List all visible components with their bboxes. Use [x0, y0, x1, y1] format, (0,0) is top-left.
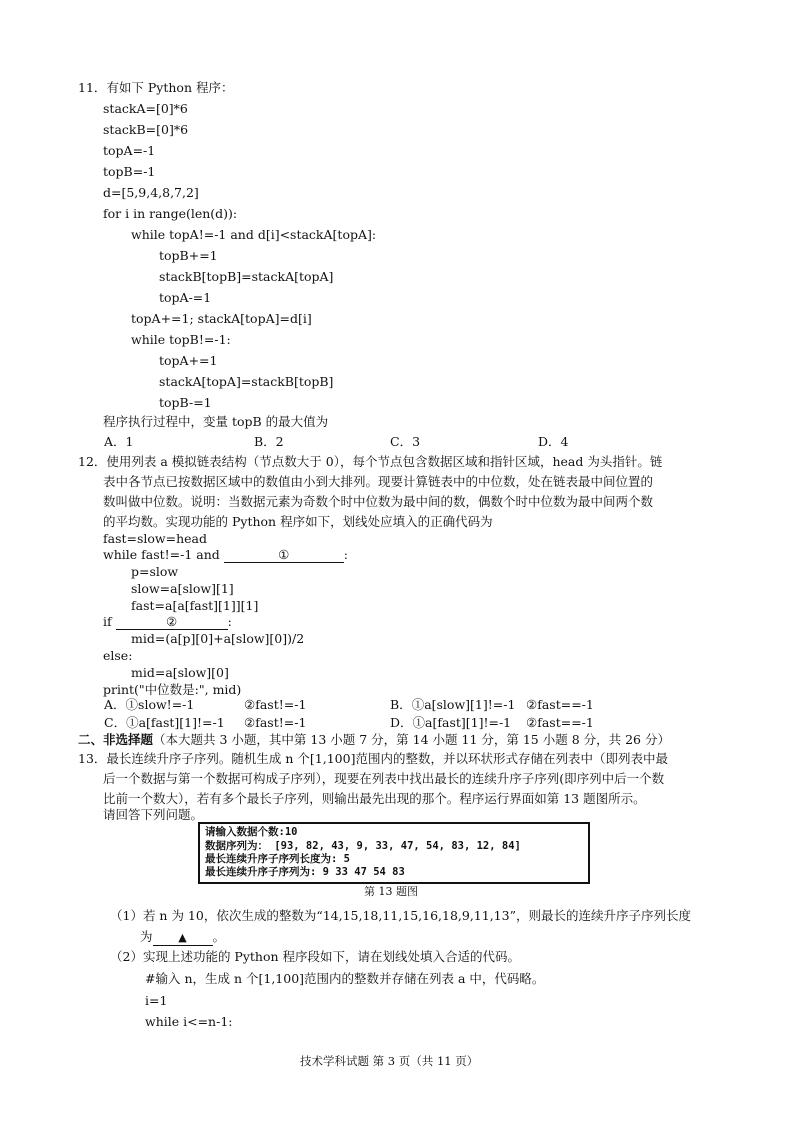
- q13-code-line: #输入 n，生成 n 个[1,100]范围内的整数并存储在列表 a 中，代码略。: [145, 971, 545, 986]
- q11-code-line: topB+=1: [159, 248, 218, 263]
- q11-option-c: C．3: [390, 434, 421, 449]
- q12-code-line: p=slow: [131, 564, 179, 579]
- section-heading: [78, 731, 670, 749]
- option-part: ①a[slow][1]!=-1: [411, 697, 516, 712]
- q12-code-text: :: [227, 614, 232, 629]
- q12-option-b: [390, 696, 515, 714]
- console-line: 请输入数据个数:10: [205, 826, 298, 838]
- q11-code-line: for i in range(len(d)):: [103, 206, 238, 221]
- q13-code-line: while i<=n-1:: [145, 1014, 233, 1029]
- q13-sub1-answer: [140, 928, 225, 946]
- q12-code-line: slow=a[slow][1]: [131, 581, 234, 596]
- q12-option-d-part2: ②fast==-1: [526, 715, 594, 730]
- console-line: 数据序列为： [93, 82, 43, 9, 33, 47, 54, 83, 12, 84]: [205, 840, 521, 852]
- q11-code-line: stackA[topA]=stackB[topB]: [159, 374, 334, 389]
- q12-code-line: fast=a[a[fast][1]][1]: [131, 598, 259, 613]
- q13-sub2: （2）实现上述功能的 Python 程序段如下，请在划线处填入合适的代码。: [110, 949, 521, 964]
- q11-option-a: A．1: [104, 434, 134, 449]
- option-label: B．: [390, 697, 412, 712]
- q12-code-line: mid=(a[p][0]+a[slow][0])/2: [131, 631, 305, 646]
- q11-code-line: topA-=1: [159, 290, 212, 305]
- section-title: 二、非选择题: [78, 732, 154, 747]
- q11-option-d: D．4: [538, 434, 569, 449]
- q12-text-line: 12．使用列表 a 模拟链表结构（节点数大于 0），每个节点包含数据区域和指针区域，head 为头指针。链: [78, 454, 663, 469]
- q11-code-line: topB=-1: [103, 164, 156, 179]
- q11-question: 程序执行过程中，变量 topB 的最大值为: [103, 414, 329, 429]
- q11-code-line: topA+=1: [159, 353, 218, 368]
- q11-code-line: stackA=[0]*6: [103, 101, 188, 116]
- q12-option-a: [104, 696, 194, 714]
- q12-code-line: else:: [103, 648, 133, 663]
- q11-code-line: while topB!=-1:: [131, 332, 231, 347]
- q11-code-line: while topA!=-1 and d[i]<stackA[topA]:: [131, 227, 377, 242]
- option-part: ①a[fast][1]!=-1: [126, 715, 225, 730]
- q12-text-line: 数叫做中位数。说明：当数据元素为奇数个时中位数为最中间的数，偶数个时中位数为最中间两个数: [103, 494, 654, 509]
- q13-text-line: 后一个数据与第一个数据可构成子序列），现要在列表中找出最长的连续升序子序列(即序列中后一个数: [103, 771, 665, 786]
- q12-text-line: 的平均数。实现功能的 Python 程序如下，划线处应填入的正确代码为: [103, 514, 493, 529]
- q12-option-c: [104, 714, 225, 732]
- q11-code-line: d=[5,9,4,8,7,2]: [103, 185, 199, 200]
- q11-code-line: stackB=[0]*6: [103, 122, 189, 137]
- q12-code-text: if: [103, 614, 116, 629]
- q11-code-line: topB-=1: [159, 395, 212, 410]
- q13-sub1-text: 。: [212, 929, 226, 944]
- q11-option-b: B．2: [254, 434, 284, 449]
- option-label: C．: [104, 715, 127, 730]
- q12-code-while: [103, 546, 348, 564]
- q12-code-line: mid=a[slow][0]: [131, 665, 229, 680]
- q13-sub1-text: 为: [140, 929, 153, 944]
- q13-text-line: 请回答下列问题。: [103, 807, 204, 822]
- q12-option-b-part2: ②fast==-1: [526, 697, 594, 712]
- q11-intro: 11．有如下 Python 程序：: [78, 80, 234, 95]
- q12-code-line: print("中位数是:", mid): [103, 682, 242, 697]
- answer-blank-3[interactable]: ▲: [153, 931, 213, 946]
- q13-sub1: （1）若 n 为 10，依次生成的整数为“14,15,18,11,15,16,18,9,11,13”，则最长的连续升序子序列长度: [110, 908, 691, 923]
- q12-code-line: fast=slow=head: [103, 531, 208, 546]
- q11-code-line: topA=-1: [103, 143, 156, 158]
- page-footer: 技术学科试题 第 3 页（共 11 页）: [300, 1054, 479, 1068]
- q11-code-line: topA+=1; stackA[topA]=d[i]: [131, 311, 312, 326]
- option-part: ①a[fast][1]!=-1: [412, 715, 512, 730]
- q13-text-line: 比前一个数大），若有多个最长子序列，则输出最先出现的那个。程序运行界面如第 13 题图所示。: [103, 791, 646, 806]
- console-line: 最长连续升序子序列为: 9 33 47 54 83: [205, 866, 405, 878]
- q12-option-a-part2: ②fast!=-1: [244, 697, 307, 712]
- q12-code-text: while fast!=-1 and: [103, 547, 224, 562]
- console-line: 最长连续升序子序列长度为: 5: [205, 853, 350, 865]
- section-desc: （本大题共 3 小题，其中第 13 小题 7 分，第 14 小题 11 分，第 15 小题 8 分，共 26 分）: [153, 732, 670, 747]
- q12-text-line: 表中各节点已按数据区域中的数值由小到大排列。现要计算链表中的中位数，处在链表最中间位置的: [103, 474, 654, 489]
- q12-option-d: [390, 714, 511, 732]
- option-part: ①slow!=-1: [125, 697, 195, 712]
- figure-caption: 第 13 题图: [364, 885, 418, 898]
- option-label: D．: [390, 715, 413, 730]
- q13-text-line: 13．最长连续升序子序列。随机生成 n 个[1,100]范围内的整数，并以环状形式存储在列表中（即列表中最: [78, 751, 668, 766]
- option-label: A．: [104, 697, 126, 712]
- program-console-figure: [198, 822, 590, 884]
- q12-code-text: :: [343, 547, 348, 562]
- q12-option-c-part2: ②fast!=-1: [244, 715, 307, 730]
- q11-code-line: stackB[topB]=stackA[topA]: [159, 269, 334, 284]
- q12-code-if: [103, 613, 232, 631]
- answer-blank-1[interactable]: ①: [224, 548, 344, 563]
- q13-code-line: i=1: [145, 993, 168, 1008]
- answer-blank-2[interactable]: ②: [116, 615, 228, 630]
